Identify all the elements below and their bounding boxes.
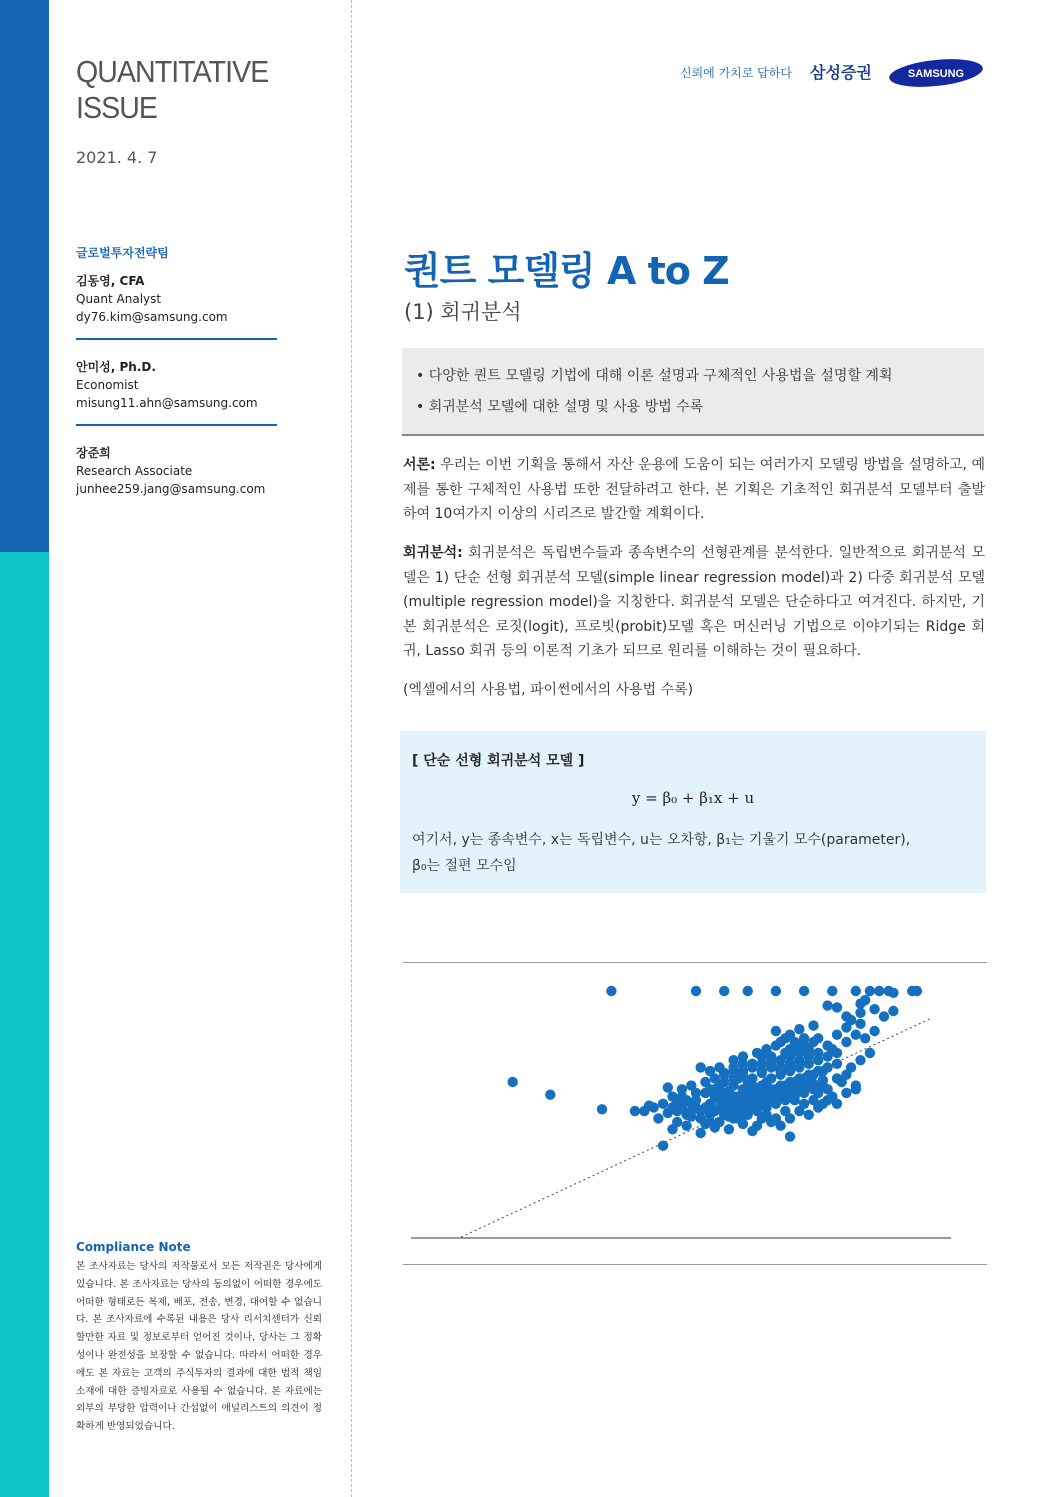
author-divider: [76, 424, 277, 426]
author-name: 장준희: [76, 446, 111, 460]
scatter-point: [606, 986, 616, 996]
scatter-point: [658, 1099, 668, 1109]
scatter-point: [851, 1030, 861, 1040]
scatter-point: [790, 1086, 800, 1096]
author-role: Economist: [76, 378, 139, 392]
scatter-point: [691, 1102, 701, 1112]
scatter-point: [761, 1097, 771, 1107]
scatter-point: [780, 1048, 790, 1058]
scatter-point: [832, 1030, 842, 1040]
scatter-point: [851, 1080, 861, 1090]
scatter-point: [860, 1033, 870, 1043]
scatter-point: [696, 1128, 706, 1138]
scatter-point: [808, 1079, 818, 1089]
company-name: 삼성증권: [810, 63, 872, 82]
compliance-body: 본 조사자료는 당사의 저작물로서 모든 저작권은 당사에게 있습니다. 본 조사자료는 당사의 동의없이 어떠한 경우에도 어떠한 형태로든 복제, 배포, 전송, 변경, 대여할 수 없습니다. 본 조사자료에 수록된 내용은 당사 리서치센터가 신뢰할만한 자료 및 정보로부터 얻어진 것이나, 당사는 그 정확성이나 완전성을 보장할 수 없습니다. 따라서 어떠한 경우에도 본 자료는 고객의 주식투자의 결과에 대한 법적 책임소재에 대한 증빙자료로 사용될 수 없습니다. 본 자료에는 외부의 부당한 압력이나 간섭없이 애널리스트의 의견이 정확하게 반영되었습니다.: [76, 1261, 322, 1433]
scatter-point: [799, 1099, 809, 1109]
formula-note-line1: 여기서, y는 종속변수, x는 독립변수, u는 오차항, β₁는 기울기 모수(parameter),: [412, 832, 911, 848]
sidebar-color-band-blue: [0, 0, 49, 552]
scatter-point: [724, 1091, 734, 1101]
scatter-point: [775, 1080, 785, 1090]
scatter-point: [827, 1044, 837, 1054]
scatter-point: [728, 1055, 738, 1065]
scatter-point: [696, 1062, 706, 1072]
author-block-1: [76, 272, 276, 326]
scatter-point: [766, 1117, 776, 1127]
scatter-point: [869, 1026, 879, 1036]
page-subtitle: (1) 회귀분석: [404, 300, 522, 324]
scatter-point: [855, 1019, 865, 1029]
scatter-point: [686, 1080, 696, 1090]
scatter-chart: [403, 963, 985, 1263]
scatter-point: [846, 1015, 856, 1025]
scatter-point: [738, 1119, 748, 1129]
regression-paragraph: [403, 541, 985, 664]
scatter-point: [714, 1062, 724, 1072]
scatter-point: [597, 1104, 607, 1114]
scatter-point: [766, 1055, 776, 1065]
report-date: 2021. 4. 7: [76, 148, 158, 167]
scatter-point: [822, 1062, 832, 1072]
formula-title: [ 단순 선형 회귀분석 모델 ]: [412, 753, 585, 769]
logo-text: SAMSUNG: [907, 68, 965, 80]
scatter-point: [804, 1110, 814, 1120]
scatter-point: [761, 1044, 771, 1054]
scatter-point: [799, 1040, 809, 1050]
sidebar-color-band-teal: [0, 552, 49, 1497]
scatter-point: [865, 986, 875, 996]
scatter-point: [658, 1141, 668, 1151]
scatter-point: [771, 1040, 781, 1050]
scatter-point: [705, 1066, 715, 1076]
scatter-point: [757, 1059, 767, 1069]
summary-item: • 회귀분석 모델에 대한 설명 및 사용 방법 수록: [416, 399, 704, 415]
scatter-point: [888, 1006, 898, 1016]
report-series-title: [76, 54, 268, 126]
scatter-point: [865, 1048, 875, 1058]
scatter-point: [757, 1080, 767, 1090]
scatter-point: [879, 1011, 889, 1021]
scatter-point: [822, 1084, 832, 1094]
scatter-point: [790, 1044, 800, 1054]
scatter-point: [813, 1088, 823, 1098]
scatter-point: [705, 1117, 715, 1127]
scatter-point: [874, 986, 884, 996]
scatter-point: [813, 1048, 823, 1058]
scatter-point: [775, 1062, 785, 1072]
author-role: Quant Analyst: [76, 292, 162, 306]
scatter-point: [653, 1113, 663, 1123]
regression-text: 회귀분석은 독립변수들과 종속변수의 선형관계를 분석한다. 일반적으로 회귀분석 모델은 1) 단순 선형 회귀분석 모델(simple linear regression model)과 2) 다중 회귀분석 모델(multiple regression model)을 지칭한다. 회귀분석 모델은 단순하다고 여겨진다. 하지만, 기본 회귀분석은 로짓(logit), 프로빗(probit)모델 혹은 머신러닝 기법으로 이야기되는 Ridge 회귀, Lasso 회귀 등의 이론적 기초가 되므로 원리를 이해하는 것이 필요하다.: [403, 545, 985, 659]
scatter-point: [677, 1091, 687, 1101]
column-divider: [351, 0, 352, 1497]
scatter-point: [794, 1073, 804, 1083]
scatter-point: [719, 986, 729, 996]
scatter-point: [804, 1051, 814, 1061]
scatter-point: [846, 1062, 856, 1072]
scatter-point: [639, 1106, 649, 1116]
scatter-point: [841, 1088, 851, 1098]
scatter-point: [832, 1002, 842, 1012]
compliance-heading: Compliance Note: [76, 1240, 191, 1254]
trend-line: [461, 1018, 931, 1237]
scatter-point: [860, 995, 870, 1005]
formula-note: [412, 827, 972, 879]
scatter-point: [630, 1106, 640, 1116]
scatter-points: [508, 986, 923, 1151]
scatter-point: [700, 1102, 710, 1112]
scatter-point: [672, 1106, 682, 1116]
scatter-point: [808, 1020, 818, 1030]
scatter-point: [837, 1077, 847, 1087]
chart-bottom-rule: [403, 1264, 987, 1265]
author-email[interactable]: junhee259.jang@samsung.com: [76, 482, 266, 496]
scatter-point: [771, 1026, 781, 1036]
scatter-point: [710, 1106, 720, 1116]
author-name: 안미성, Ph.D.: [76, 360, 156, 374]
scatter-point: [775, 1121, 785, 1131]
author-block-2: [76, 358, 276, 412]
series-title-line2: ISSUE: [76, 90, 157, 125]
scatter-point: [681, 1110, 691, 1120]
scatter-point: [714, 1088, 724, 1098]
scatter-point: [794, 1024, 804, 1034]
scatter-point: [747, 1084, 757, 1094]
scatter-point: [757, 1113, 767, 1123]
scatter-point: [738, 1066, 748, 1076]
series-title-line1: QUANTITATIVE: [76, 54, 269, 89]
scatter-point: [790, 1095, 800, 1105]
scatter-point: [780, 1090, 790, 1100]
scatter-point: [705, 1084, 715, 1094]
page-title: 퀀트 모델링 A to Z: [404, 249, 729, 293]
regression-equation: y = β₀ + β₁x + u: [631, 789, 755, 807]
scatter-point: [752, 1048, 762, 1058]
scatter-point: [545, 1090, 555, 1100]
scatter-point: [818, 1099, 828, 1109]
scatter-point: [738, 1051, 748, 1061]
scatter-point: [822, 1000, 832, 1010]
scatter-point: [728, 1113, 738, 1123]
scatter-point: [808, 1037, 818, 1047]
scatter-point: [813, 1066, 823, 1076]
scatter-point: [832, 1059, 842, 1069]
scatter-point: [747, 1059, 757, 1069]
scatter-point: [663, 1082, 673, 1092]
scatter-point: [724, 1124, 734, 1134]
scatter-point: [649, 1102, 659, 1112]
scatter-point: [785, 1113, 795, 1123]
scatter-point: [841, 1037, 851, 1047]
scatter-point: [818, 1075, 828, 1085]
samsung-logo: [888, 58, 984, 88]
summary-item-text: 다양한 퀀트 모델링 기법에 대해 이론 설명과 구체적인 사용법을 설명할 계획: [428, 368, 893, 384]
scatter-point: [888, 988, 898, 998]
intro-text: 우리는 이번 기획을 통해서 자산 운용에 도움이 되는 여러가지 모델링 방법을 설명하고, 예제를 통한 구체적인 사용법 또한 전달하려고 한다. 본 기획은 기초적인 회귀분석 모델부터 출발하여 10여가지 이상의 시리즈로 발간할 계획이다.: [403, 457, 985, 522]
author-email[interactable]: misung11.ahn@samsung.com: [76, 396, 258, 410]
scatter-point: [855, 1055, 865, 1065]
regression-label: 회귀분석:: [403, 545, 463, 561]
scatter-point: [785, 1131, 795, 1141]
scatter-point: [667, 1124, 677, 1134]
formula-note-line2: β₀는 절편 모수임: [412, 858, 517, 874]
scatter-point: [771, 986, 781, 996]
scatter-point: [785, 1077, 795, 1087]
scatter-point: [691, 986, 701, 996]
scatter-point: [667, 1091, 677, 1101]
summary-box: [402, 348, 984, 436]
scatter-point: [771, 1093, 781, 1103]
scatter-point: [780, 1033, 790, 1043]
scatter-point: [799, 1082, 809, 1092]
formula-box: [400, 731, 986, 893]
scatter-point: [696, 1113, 706, 1123]
intro-paragraph: [403, 453, 985, 527]
scatter-point: [799, 986, 809, 996]
author-block-3: [76, 444, 276, 498]
scatter-point: [785, 1059, 795, 1069]
author-email[interactable]: dy76.kim@samsung.com: [76, 310, 228, 324]
scatter-point: [766, 1073, 776, 1083]
scatter-point: [728, 1066, 738, 1076]
summary-item-text: 회귀분석 모델에 대한 설명 및 사용 방법 수록: [428, 399, 704, 415]
scatter-point: [508, 1077, 518, 1087]
scatter-point: [743, 986, 753, 996]
scatter-point: [794, 1055, 804, 1065]
scatter-point: [804, 1070, 814, 1080]
scatter-point: [851, 986, 861, 996]
brand-slogan: 신뢰에 가치로 답하다: [680, 66, 792, 80]
usage-note: (엑셀에서의 사용법, 파이썬에서의 사용법 수록): [403, 682, 694, 698]
scatter-point: [719, 1110, 729, 1120]
intro-label: 서론:: [403, 457, 436, 473]
scatter-point: [766, 1084, 776, 1094]
scatter-point: [733, 1095, 743, 1105]
scatter-point: [912, 986, 922, 996]
scatter-point: [869, 1004, 879, 1014]
summary-item: • 다양한 퀀트 모델링 기법에 대해 이론 설명과 구체적인 사용법을 설명할 계획: [416, 368, 893, 384]
compliance-note: [76, 1240, 322, 1436]
author-name: 김동영, CFA: [76, 274, 145, 288]
scatter-point: [681, 1121, 691, 1131]
team-name: 글로벌투자전략팀: [76, 246, 169, 260]
scatter-point: [855, 1008, 865, 1018]
scatter-point: [827, 986, 837, 996]
author-divider: [76, 338, 277, 340]
author-role: Research Associate: [76, 464, 193, 478]
